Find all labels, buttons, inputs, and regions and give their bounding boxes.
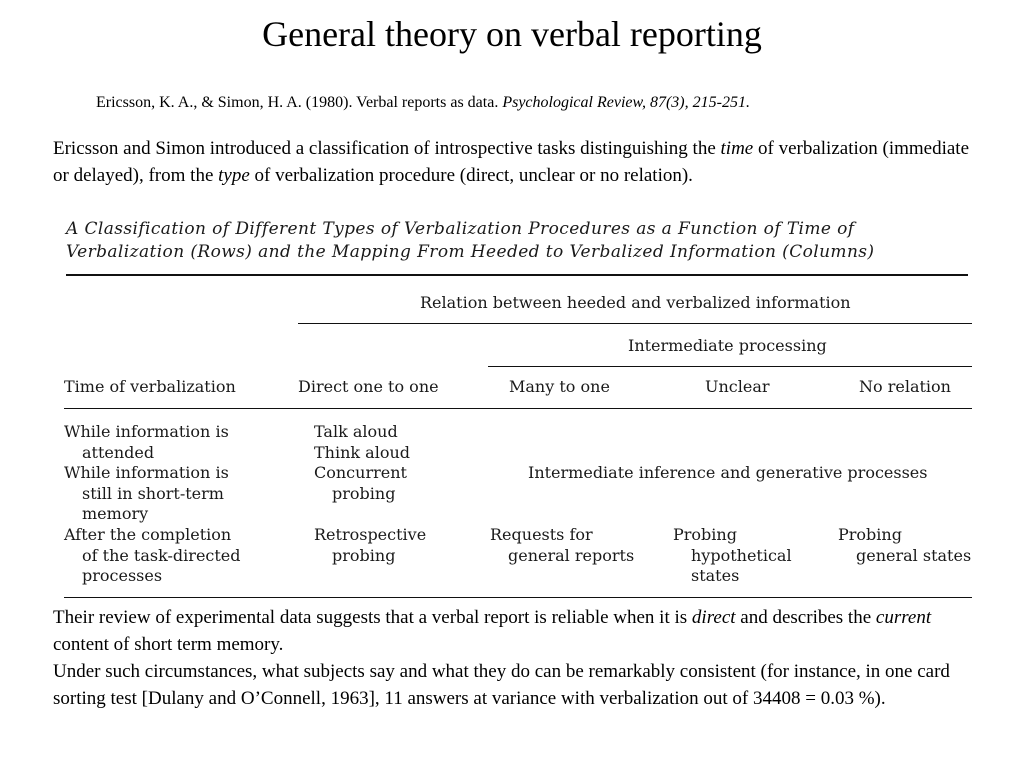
table-top-rule [66, 274, 968, 276]
cell-line: Probing [838, 525, 902, 544]
cell-line: probing [332, 483, 396, 503]
cell-line: hypothetical [691, 545, 792, 565]
row1-direct [314, 422, 410, 463]
conclusion-line-1 [53, 604, 988, 658]
slide-title: General theory on verbal reporting [262, 14, 762, 54]
conclusion-line-2: Under such circumstances, what subjects say and what they do can be remarkably consistent (for instance, in one card sorting test [Dulany and O’Connell, 1963], 11 answers at variance with verbalization out of 34408 = 0.03 %). [53, 661, 950, 709]
cell-line: of the task-directed [82, 545, 241, 565]
outro-text-3: content of short term memory. [53, 634, 284, 655]
table-caption-line: Verbalization (Rows) and the Mapping From Heeded to Verbalized Information (Columns) [66, 242, 875, 262]
cell-line: Concurrent [314, 463, 407, 482]
cell-line: While information is [64, 422, 229, 441]
cell-line: general states [856, 545, 972, 565]
outro-em-current: current [875, 607, 932, 628]
table-caption-line: A Classification of Different Types of Verbalization Procedures as a Function of Time of [66, 219, 855, 239]
header-relation: Relation between heeded and verbalized information [420, 293, 851, 312]
cell-line: While information is [64, 463, 229, 482]
header-intermediate: Intermediate processing [628, 336, 827, 355]
col-header-time: Time of verbalization [64, 377, 236, 396]
cell-line: still in short-term [82, 483, 224, 503]
header-bottom-rule [64, 408, 972, 409]
outro-em-direct: direct [691, 607, 736, 628]
cell-line: probing [332, 545, 396, 565]
row2-direct [314, 463, 407, 504]
intro-text-3: of verbalization procedure (direct, unclear or no relation). [249, 165, 693, 186]
header-relation-rule [298, 323, 972, 324]
cell-line: memory [82, 504, 149, 523]
cell-line: Think aloud [314, 442, 411, 462]
outro-text-1: Their review of experimental data suggests that a verbal report is reliable when it is [53, 607, 692, 628]
cell-line: attended [82, 442, 155, 462]
cell-line: Requests for [490, 525, 593, 544]
row1-time [64, 422, 229, 463]
table-bottom-rule [64, 597, 972, 598]
col-header-direct: Direct one to one [298, 377, 439, 396]
row3-time [64, 525, 241, 587]
row3-direct [314, 525, 426, 566]
row3-unclear [673, 525, 792, 587]
table-caption [66, 218, 976, 264]
row2-time [64, 463, 229, 525]
col-header-many: Many to one [509, 377, 610, 396]
intro-text-2: of verbalization (immediate or delayed), from the [53, 138, 970, 186]
citation-journal: Psychological Review, 87(3), 215-251. [502, 94, 750, 111]
outro-text-2: and describes the [735, 607, 876, 628]
conclusion-paragraph [53, 604, 988, 712]
intro-em-time: time [720, 138, 754, 159]
intro-paragraph [53, 135, 988, 189]
header-intermediate-rule [488, 366, 972, 367]
col-header-norelation: No relation [859, 377, 951, 396]
cell-line: After the completion [64, 525, 232, 544]
cell-line: Retrospective [314, 525, 427, 544]
citation-authors: Ericsson, K. A., & Simon, H. A. (1980). Verbal reports as data. [96, 94, 503, 111]
row3-norelation [838, 525, 971, 566]
row12-intermediate: Intermediate inference and generative processes [528, 463, 928, 482]
row3-many [490, 525, 634, 566]
cell-line: general reports [508, 545, 635, 565]
citation [96, 92, 996, 114]
cell-line: states [691, 566, 740, 585]
cell-line: processes [82, 566, 163, 585]
intro-em-type: type [218, 165, 250, 186]
col-header-unclear: Unclear [705, 377, 770, 396]
cell-line: Probing [673, 525, 737, 544]
intro-text-1: Ericsson and Simon introduced a classification of introspective tasks distinguishing the [53, 138, 721, 159]
cell-line: Talk aloud [314, 422, 398, 441]
